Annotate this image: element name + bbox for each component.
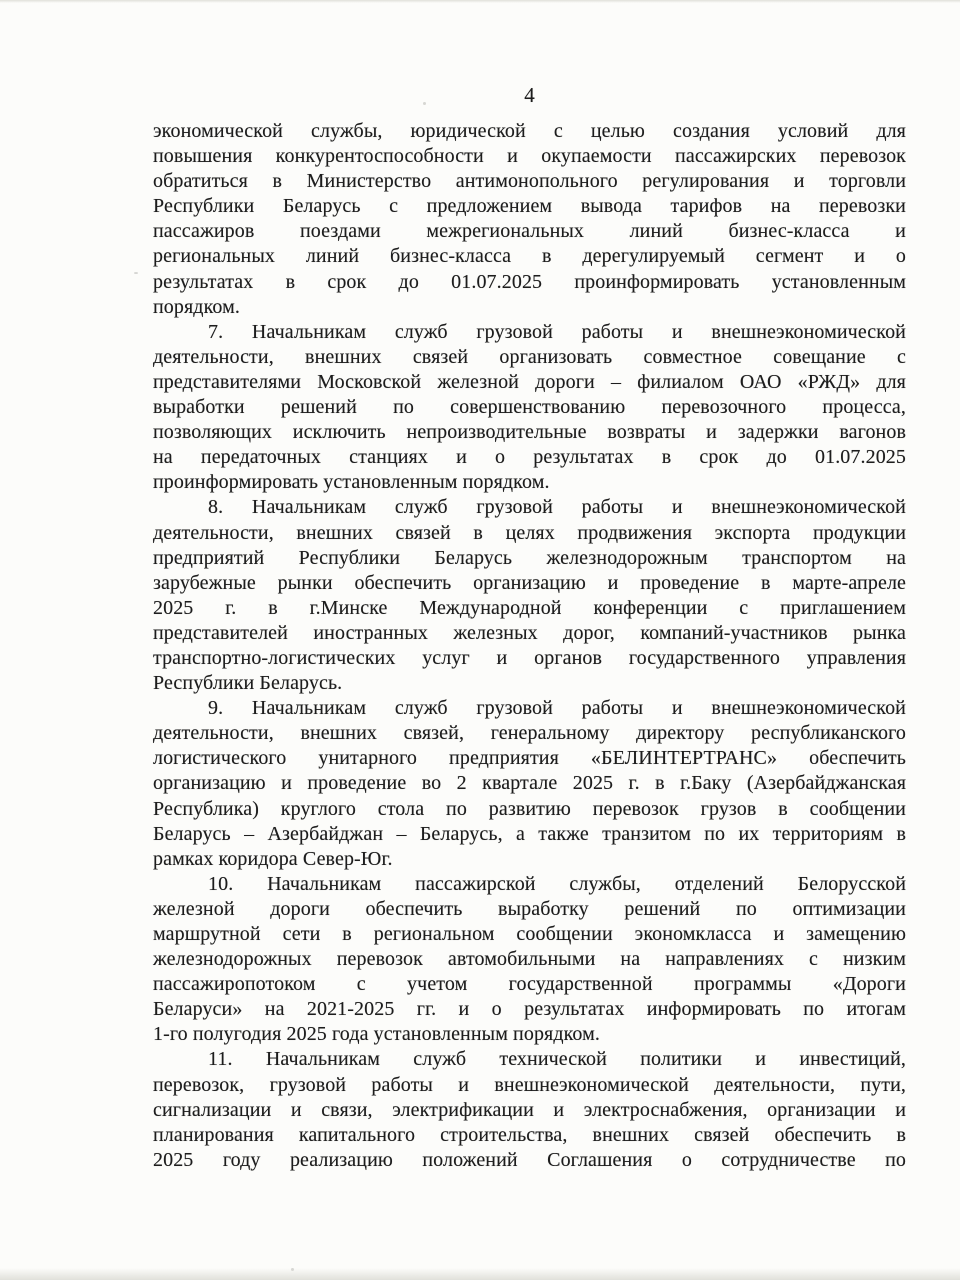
- scan-speck: [423, 102, 426, 105]
- text-line: региональных линий бизнес-класса в дерегулируемый сегмент и о: [153, 245, 906, 268]
- text-line: на передаточных станциях и о результатах в срок до 01.07.2025: [153, 446, 906, 469]
- paragraph-item-8: [153, 495, 906, 696]
- scan-speck: [134, 272, 138, 274]
- page-number: 4: [524, 83, 535, 107]
- text-line: зарубежные рынки обеспечить организацию и проведение в марте-апреле: [153, 571, 906, 594]
- text-line: сигнализации и связи, электрификации и электроснабжения, организации и: [153, 1098, 906, 1121]
- text-line: 2025 г. в г.Минске Международной конференции с приглашением: [153, 596, 906, 619]
- text-line: железнодорожных перевозок автомобильными на направлениях с низким: [153, 948, 906, 971]
- text-line: деятельности, внешних связей в целях продвижения экспорта продукции: [153, 521, 906, 544]
- text-line: 1-го полугодия 2025 года установленным порядком.: [153, 1023, 601, 1046]
- text-line: 8. Начальникам служб грузовой работы и внешнеэкономической: [208, 496, 906, 519]
- text-line: 2025 году реализацию положений Соглашения о сотрудничестве по: [153, 1148, 906, 1171]
- text-line: 11. Начальникам служб технической политики и инвестиций,: [208, 1048, 906, 1071]
- paragraph-item-10: [153, 872, 906, 1048]
- text-line: 9. Начальникам служб грузовой работы и внешнеэкономической: [208, 697, 906, 720]
- scan-edge-top: [0, 0, 960, 3]
- text-line: транспортно-логистических услуг и органов государственного управления: [153, 646, 906, 669]
- text-line: предприятий Республики Беларусь железнодорожным транспортом на: [153, 546, 906, 569]
- text-line: проинформировать установленным порядком.: [153, 471, 550, 494]
- text-line: железной дороги обеспечить выработку решений по оптимизации: [153, 897, 906, 920]
- text-line: порядком.: [153, 295, 240, 318]
- text-line: представителей иностранных железных дорог, компаний-участников рынка: [153, 621, 906, 644]
- paragraph-continuation: [153, 119, 906, 320]
- paragraph-item-7: [153, 320, 906, 496]
- text-line: Республики Беларусь.: [153, 672, 343, 695]
- paragraph-item-11: [153, 1047, 906, 1172]
- text-line: Республика) круглого стола по развитию перевозок грузов в сообщении: [153, 797, 906, 820]
- document-body: [153, 119, 906, 1173]
- text-line: деятельности, внешних связей организовать совместное совещание с: [153, 345, 906, 368]
- text-line: планирования капитального строительства, внешних связей обеспечить в: [153, 1123, 906, 1146]
- text-line: обратиться в Министерство антимонопольного регулирования и торговли: [153, 170, 906, 193]
- text-line: 7. Начальникам служб грузовой работы и внешнеэкономической: [208, 320, 906, 343]
- text-line: выработки решений по совершенствованию перевозочного процесса,: [153, 396, 906, 419]
- text-line: деятельности, внешних связей, генеральному директору республиканского: [153, 722, 906, 745]
- text-line: логистического унитарного предприятия «БЕЛИНТЕРТРАНС» обеспечить: [153, 747, 906, 770]
- paragraph-item-9: [153, 696, 906, 872]
- text-line: перевозок, грузовой работы и внешнеэкономической деятельности, пути,: [153, 1073, 906, 1096]
- text-line: позволяющих исключить непроизводительные возвраты и задержки вагонов: [153, 421, 906, 444]
- text-line: повышения конкурентоспособности и окупаемости пассажирских перевозок: [153, 145, 906, 168]
- text-line: результатах в срок до 01.07.2025 проинформировать установленным: [153, 270, 906, 293]
- text-line: организацию и проведение во 2 квартале 2025 г. в г.Баку (Азербайджанская: [153, 772, 906, 795]
- text-line: рамках коридора Север-Юг.: [153, 847, 393, 870]
- text-line: экономической службы, юридической с целью создания условий для: [153, 120, 906, 142]
- text-line: пассажиров поездами межрегиональных линий бизнес-класса и: [153, 220, 906, 243]
- text-line: представителями Московской железной дороги – филиалом ОАО «РЖД» для: [153, 370, 906, 393]
- scan-edge-bottom: [0, 1268, 960, 1280]
- text-line: Беларусь – Азербайджан – Беларусь, а также транзитом по их территориям в: [153, 822, 906, 845]
- text-line: Беларуси» на 2021-2025 гг. и о результатах информировать по итогам: [153, 998, 906, 1021]
- text-line: маршрутной сети в региональном сообщении экономкласса и замещению: [153, 923, 906, 945]
- text-line: 10. Начальникам пассажирской службы, отделений Белорусской: [208, 872, 906, 895]
- text-line: пассажиропотоком с учетом государственной программы «Дороги: [153, 973, 906, 996]
- text-line: Республики Беларусь с предложением вывода тарифов на перевозки: [153, 195, 906, 218]
